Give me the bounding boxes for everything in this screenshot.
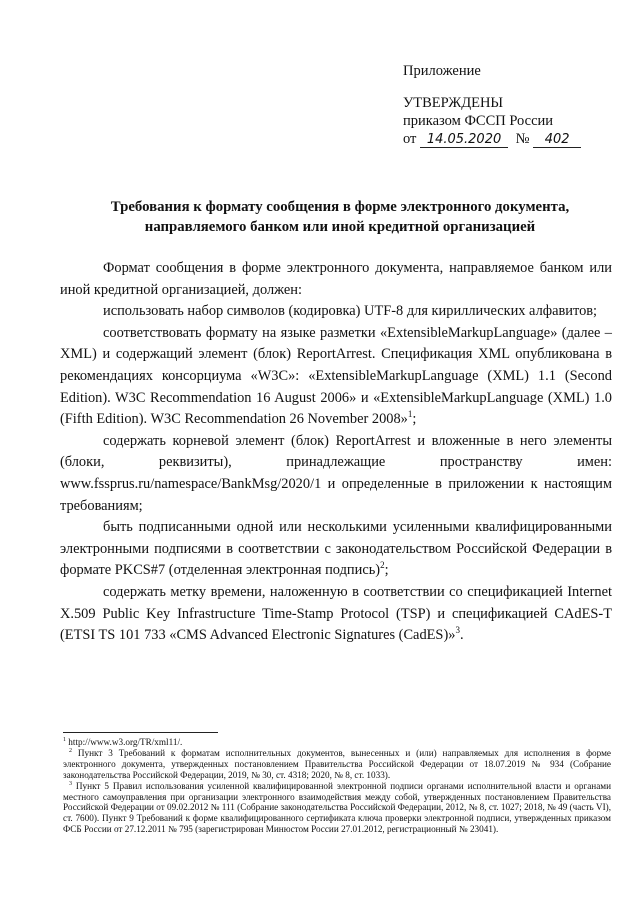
footnote-text: Пункт 5 Правил использования усиленной квалифицированной электронной подписи органами исполнительной власти и органами местного самоуправления при организации электронного взаимодействия между собой, утвержденных постановлением Правительства Российской Федерации от 09.02.2012 № 111 (Собрание законодательства Российской Федерации, 2012, № 8, ст. 1027; 2018, № 49 (часть VI), ст. 7600). Пункт 9 Требований к форме квалифицированного сертификата ключа проверки электронной подписи, утвержденных приказом ФСБ России от 27.12.2011 № 795 (зарегистрирован Минюстом России 27.01.2012, регистрационный № 23041). (63, 780, 611, 835)
footnote-1 (63, 737, 611, 748)
paragraph-root-element: содержать корневой элемент (блок) ReportArrest и вложенные в него элементы (блоки, реквизиты), принадлежащие пространству имен: www.fssprus.ru/namespace/BankMsg/2020/1 и определенные в приложении к настоящим требованиям; (60, 432, 612, 514)
title-line-1: Требования к формату сообщения в форме электронного документа, (110, 199, 570, 215)
paragraph-signatures-end: ; (384, 562, 389, 579)
approval-header (403, 62, 581, 148)
footnote-text: Пункт 3 Требований к форматам исполнительных документов, вынесенных и (или) направляемых для исполнения в форме электронного документа, утвержденных постановлением Правительства Российской Федерации от 18.07.2019 № 934 (Собрание законодательства Российской Федерации, 2019, № 30, ст. 4318; 2020, № 8, ст. 1033). (63, 747, 611, 780)
footnote-mark: 2 (69, 747, 72, 754)
document-body (60, 258, 612, 647)
order-by-label: приказом ФССП России (403, 113, 554, 129)
date-prefix: от (403, 131, 417, 147)
paragraph-timestamp-text: содержать метку времени, наложенную в соответствии со спецификацией Internet X.509 Public Key Infrastructure Time-Stamp Protocol (TSP) и спецификацией CAdES-T (ETSI TS 101 733 «CMS Advanced Electronic Signatures (CadES)» (60, 583, 612, 644)
order-number: 402 (533, 132, 581, 148)
paragraph-signatures-text: быть подписанными одной или несколькими усиленными квалифицированными электронными подписями в соответствии с законодательством Российской Федерации в формате PKCS#7 (отделенная электронная подпись) (60, 519, 612, 579)
footnotes (63, 737, 611, 835)
paragraph-xml-text: соответствовать формату на языке разметки «ExtensibleMarkupLanguage» (далее – XML) и содержащий элемент (блок) ReportArrest. Спецификация XML опубликована в рекомендациях консорциума «W3C»: «ExtensibleMarkupLanguage (XML) 1.1 (Second Edition). W3C Recommendation 16 August 2006» и «ExtensibleMarkupLanguage (XML) 1.0 (Fifth Edition). W3C Recommendation 26 November 2008» (60, 324, 612, 428)
number-prefix: № (515, 131, 530, 147)
footnote-divider (63, 732, 218, 733)
order-date: 14.05.2020 (420, 132, 508, 148)
footnote-3 (63, 781, 611, 836)
paragraph-xml (60, 323, 612, 431)
paragraph-timestamp (60, 582, 612, 647)
paragraph-xml-end: ; (412, 411, 417, 428)
approved-label: УТВЕРЖДЕНЫ (403, 95, 504, 111)
footnote-2 (63, 748, 611, 781)
paragraph-signatures (60, 517, 612, 582)
footnote-ref-2: 2 (380, 560, 385, 571)
footnote-ref-3: 3 (455, 625, 460, 636)
appendix-label: Приложение (403, 63, 481, 79)
paragraph-intro: Формат сообщения в форме электронного документа, направляемое банком или иной кредитной организацией, должен: (60, 260, 612, 298)
title-line-2: направляемого банком или иной кредитной организацией (144, 219, 536, 235)
order-date-number-row (403, 130, 581, 148)
document-title (60, 197, 620, 237)
paragraph-utf8: использовать набор символов (кодировка) UTF-8 для кириллических алфавитов; (103, 303, 598, 320)
footnote-mark: 1 (63, 736, 66, 743)
footnote-text: http://www.w3.org/TR/xml11/. (66, 737, 183, 747)
footnote-ref-1: 1 (407, 409, 413, 420)
footnote-mark: 3 (69, 780, 72, 787)
paragraph-timestamp-end: . (459, 627, 464, 644)
